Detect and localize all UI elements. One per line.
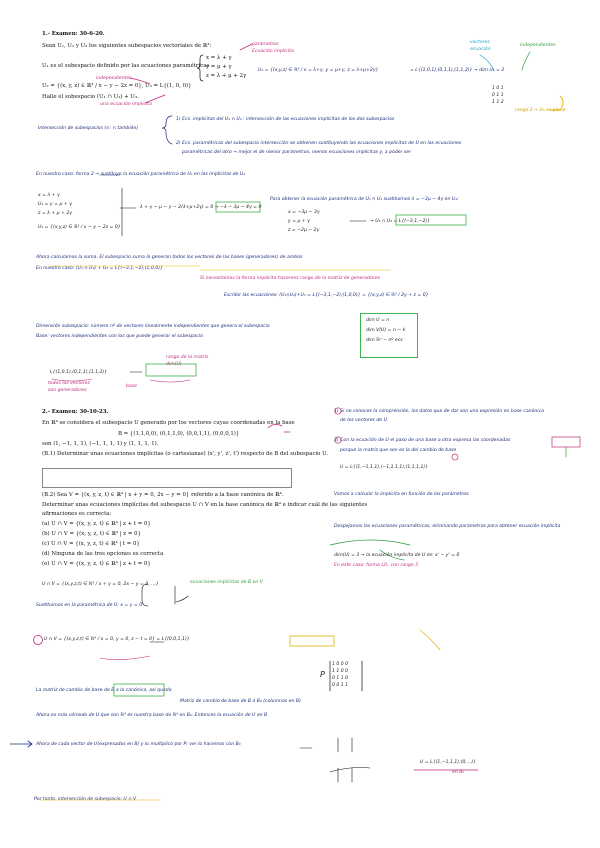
note-u1-eq: = L{(1,0,1),(0,1,1),(1,1,2)} → dim U₁ = 2 (410, 68, 505, 73)
note-q5: U = L{(1,−1,1,1),(0,…)} (420, 760, 477, 765)
note-p2b: porque la matriz que son es la del cambio de base (340, 448, 457, 453)
gen-note: todos los vectores (48, 381, 90, 386)
exam2-basis: B = {(1,1,0,0), (0,1,1,0), (0,0,1,1), (0,0,0,1)} (118, 431, 240, 437)
note-p6: En este caso: forma (2), con rango 3 (334, 563, 419, 568)
gen-note-2: son generadores (48, 388, 87, 393)
v-note: ecuaciones implícitas de B en V (190, 580, 263, 585)
note-u1-expr: U₁ = {(x,y,z) ∈ ℝ³ / x = λ+γ, y = μ+γ, z = λ+μ+2γ} (258, 68, 379, 73)
note-p2c: U = L{(1,−1,1,1),(−1,1,1,1),(1,1,1,1)} (340, 465, 429, 470)
note-p3: Vamos a calcular la implícita en función de los parámetros (334, 492, 469, 497)
note-q4: Ahora de cada vector de U(expresados en B) y lo multiplico por P: ver lo hacemos con B₀ (36, 742, 241, 747)
matrix-row4: 0 0 1 1 (332, 683, 349, 688)
exam2-title: 2.- Examen: 30-10-23. (42, 409, 109, 415)
matrix-row2: 1 1 0 0 (332, 669, 349, 674)
note-para-obtener: Para obtener la ecuación paramétrica de U₁ ∩ U₂ sustituimos λ = −3μ − 4γ en U₁: (270, 197, 459, 202)
exam2-b2c: afirmaciones es correcta: (42, 511, 112, 517)
mini-matrix-r3: 1 1 2 (492, 100, 504, 105)
dim-line-1: dim U = n (366, 318, 390, 323)
exam1-line1: Sean U₁, U₂ y U₃ los siguientes subespacios vectoriales de ℝ³: (42, 43, 212, 49)
note-inter-1: 1) Ecs. implícitas del U₁ ∩ U₂ : intersección de las ecuaciones implícitas de los dos subespacios (176, 117, 395, 122)
mini-matrix-r1: 1 0 1 (492, 86, 504, 91)
exam1-line3: U₂ = {(x, y, z) ∈ ℝ³ / x − y − 2z = 0}, U₃ = L{(1, 0, 0)} (42, 83, 192, 89)
mini-matrix-r2: 0 1 1 (492, 93, 504, 98)
option-d: (d) Ninguna de las tres opciones es correcta (42, 551, 164, 557)
v-block-2: Sustituimos en la paramétrica de U: x = y = 0 (36, 603, 143, 608)
exam1-line4: Halle el subespacio (U₁ ∩ U₂) + U₃. (42, 94, 139, 100)
option-a: (a) U ∩ V = {(x, y, z, t) ∈ ℝ⁴ | z + t = 0} (42, 521, 151, 527)
matrix-row1: 1 0 0 0 (332, 662, 349, 667)
note-inter-3: paramétricas del otro → mejor el de menor parámetros, menos ecuaciones implícitas y, a poder ser (182, 150, 412, 155)
note-indep: independientes (96, 76, 132, 81)
option-c: (c) U ∩ V = {(x, y, z, t) ∈ ℝ⁴ | t = 0} (42, 541, 140, 547)
note-p1b: de los vectores de U (340, 418, 387, 423)
note-escribir: Escribir las ecuaciones: (U₁∩U₂)+U₃ = L{(−3,1,−2),(1,0,0)} = {(x,y,z) ∈ ℝ³ / 2y + z = 0} (224, 293, 429, 298)
note-vectores2: ecuación (470, 47, 491, 52)
note-q2: Matriz de cambio de base de B a B₀ (columnas en B) (180, 699, 301, 704)
gen-set: L{(1,0,1),(0,1,1),(1,1,2)} (50, 370, 108, 375)
note-p1: 1) Si no conoces la comprensión, los datos que de dar son una expresión en base canónica (334, 409, 544, 414)
note-inter-2: 2) Ecs. paramétricas del subespacio intersección se obtienen sustituyendo las ecuaciones implícitas de U en las ecuaciones (176, 141, 462, 146)
exam2-b1: (B.1) Determinar unas ecuaciones implícitas (o cartesianas) (x', y', z', t') respecto de B del subespacio U. (42, 451, 328, 457)
u2-eq: U₂ = {(x,y,z) ∈ ℝ³ / x − y − 2z = 0} (38, 225, 121, 230)
exam2-b2b: Determinar unas ecuaciones implícitas del subespacio U ∩ V en la base canónica de ℝ⁴ e indicar cuál de las siguientes (42, 502, 368, 508)
exam2-line2: son (1, −1, 1, 1), (−1, 1, 1, 1) y (1, 1, 1, 1). (42, 441, 159, 447)
u1-sys-2: U₁ = y = μ + γ (38, 202, 72, 207)
basis-note: base (126, 384, 137, 389)
note-param-eq: Ecuación implícita (252, 49, 294, 54)
note-rango-gen: Si necesitamos la forma implícita hacemos rango de la matriz de generadores (200, 276, 381, 281)
note-indep2: una ecuación implícita (100, 102, 152, 107)
exam1-sys3: z = λ + μ + 2γ (206, 73, 247, 79)
def-base: Base: vectores independientes con los que puede generar el subespacio (36, 334, 203, 339)
note-suma-caso: En nuestro caso: (U₁ ∩ U₂) + U₃ = L{(−3,1,−2),(1,0,0)} (36, 266, 163, 271)
note-p4: Despejamos las ecuaciones paramétricas, eliminando parámetros para obtener ecuación implícita (334, 524, 561, 529)
note-p2: 2) Con la ecuación de U el paso de una base a otra expresa las coordenadas (334, 438, 511, 443)
note-suma: Ahora calculamos la suma. El subespacio suma lo generan todos los vectores de las bases (generadores) de ambos (36, 255, 303, 260)
note-p5: dim(U) = 3 → la ecuación implícita de U es: x' − y' = 0 (334, 553, 460, 558)
rng-note-2: dim(U) (166, 362, 182, 367)
note-rango: rango 2 → U₁ es plano (515, 108, 566, 113)
note-q6: Por tanto, intersección de subespacio: U ∩ V (34, 797, 137, 802)
v-block-1: U ∩ V = {(x,y,z,t) ∈ ℝ⁴ / x + y = 0, 2x − y = 0, …} (42, 582, 159, 587)
dim-line-3: dim ℝⁿ − nº ecs (366, 338, 403, 343)
exam2-b2: (B.2) Sea V = {(x, y, z, t) ∈ ℝ⁴ | x + y = 0, 2x − y = 0} referido a la base canónica de ℝ⁴. (42, 492, 284, 498)
note-parametros: parámetros (252, 42, 279, 47)
matrix-label: P (320, 670, 325, 679)
u1-sys-3: z = λ + μ + 2γ (38, 211, 73, 216)
substitution: λ + γ − μ − γ − 2(λ+μ+2γ) = 0 → −λ − 3μ − 4γ = 0 (140, 205, 262, 210)
sol-1: x = −3μ − 3γ (288, 210, 320, 215)
option-b: (b) U ∩ V = {(x, y, z, t) ∈ ℝ⁴ | z = 0} (42, 531, 141, 537)
exam2-line1: En ℝ⁴ se considera el subespacio U generado por los vectores cuyas coordenadas en la base (42, 420, 295, 426)
sol-3: z = −2μ − 2γ (288, 228, 320, 233)
exam1-title: 1.- Examen: 30-6-20. (42, 31, 105, 37)
sol-2: y = μ + γ (288, 219, 310, 224)
sol-4: → U₁ ∩ U₂ = L{(−3,1,−2)} (370, 219, 431, 224)
dim-line-2: dim V(U) = n − k (366, 328, 406, 333)
u1-sys-1: x = λ + γ (38, 193, 60, 198)
def-dimension: Dimensión subespacio: número nº de vectores linealmente independientes que genera el subespacio (36, 324, 270, 329)
note-q1: La matriz de cambio de base de B a la canónica, así queda (36, 688, 172, 693)
v-block-3: U ∩ V = {(x,y,z,t) ∈ ℝ⁴ / x = 0, y = 0, z − t = 0} = L{(0,0,1,1)} (44, 637, 190, 642)
exam1-line2: U₁ es el subespacio definido por las ecuaciones paramétricas (42, 63, 210, 69)
exam1-sys2: y = μ + γ (206, 64, 232, 70)
note-q5b: en B₀ (452, 770, 465, 775)
exam1-sys1: x = λ + γ (206, 55, 232, 61)
note-vectores: vectores (470, 40, 490, 45)
note-q3: Ahora es más cómodo de U que son ℝ⁴ es nuestra base de ℝ⁴ en B₀. Entonces la ecuación de U en B (36, 713, 268, 718)
option-e: (e) U ∩ V = {(x, y, z, t) ∈ ℝ⁴ | z + t = 0} (42, 561, 151, 567)
heading-interseccion: Intersección de subespacios (∩: ∩ también) (38, 126, 139, 131)
rng-note: rango de la matriz (166, 355, 209, 360)
note-caso: En nuestro caso: forma 2 → sustituyo la ecuación paramétrica de U₁ en las implícitas de U₂ (36, 172, 246, 177)
note-independ: independientes (520, 43, 556, 48)
matrix-row3: 0 1 1 0 (332, 676, 349, 681)
